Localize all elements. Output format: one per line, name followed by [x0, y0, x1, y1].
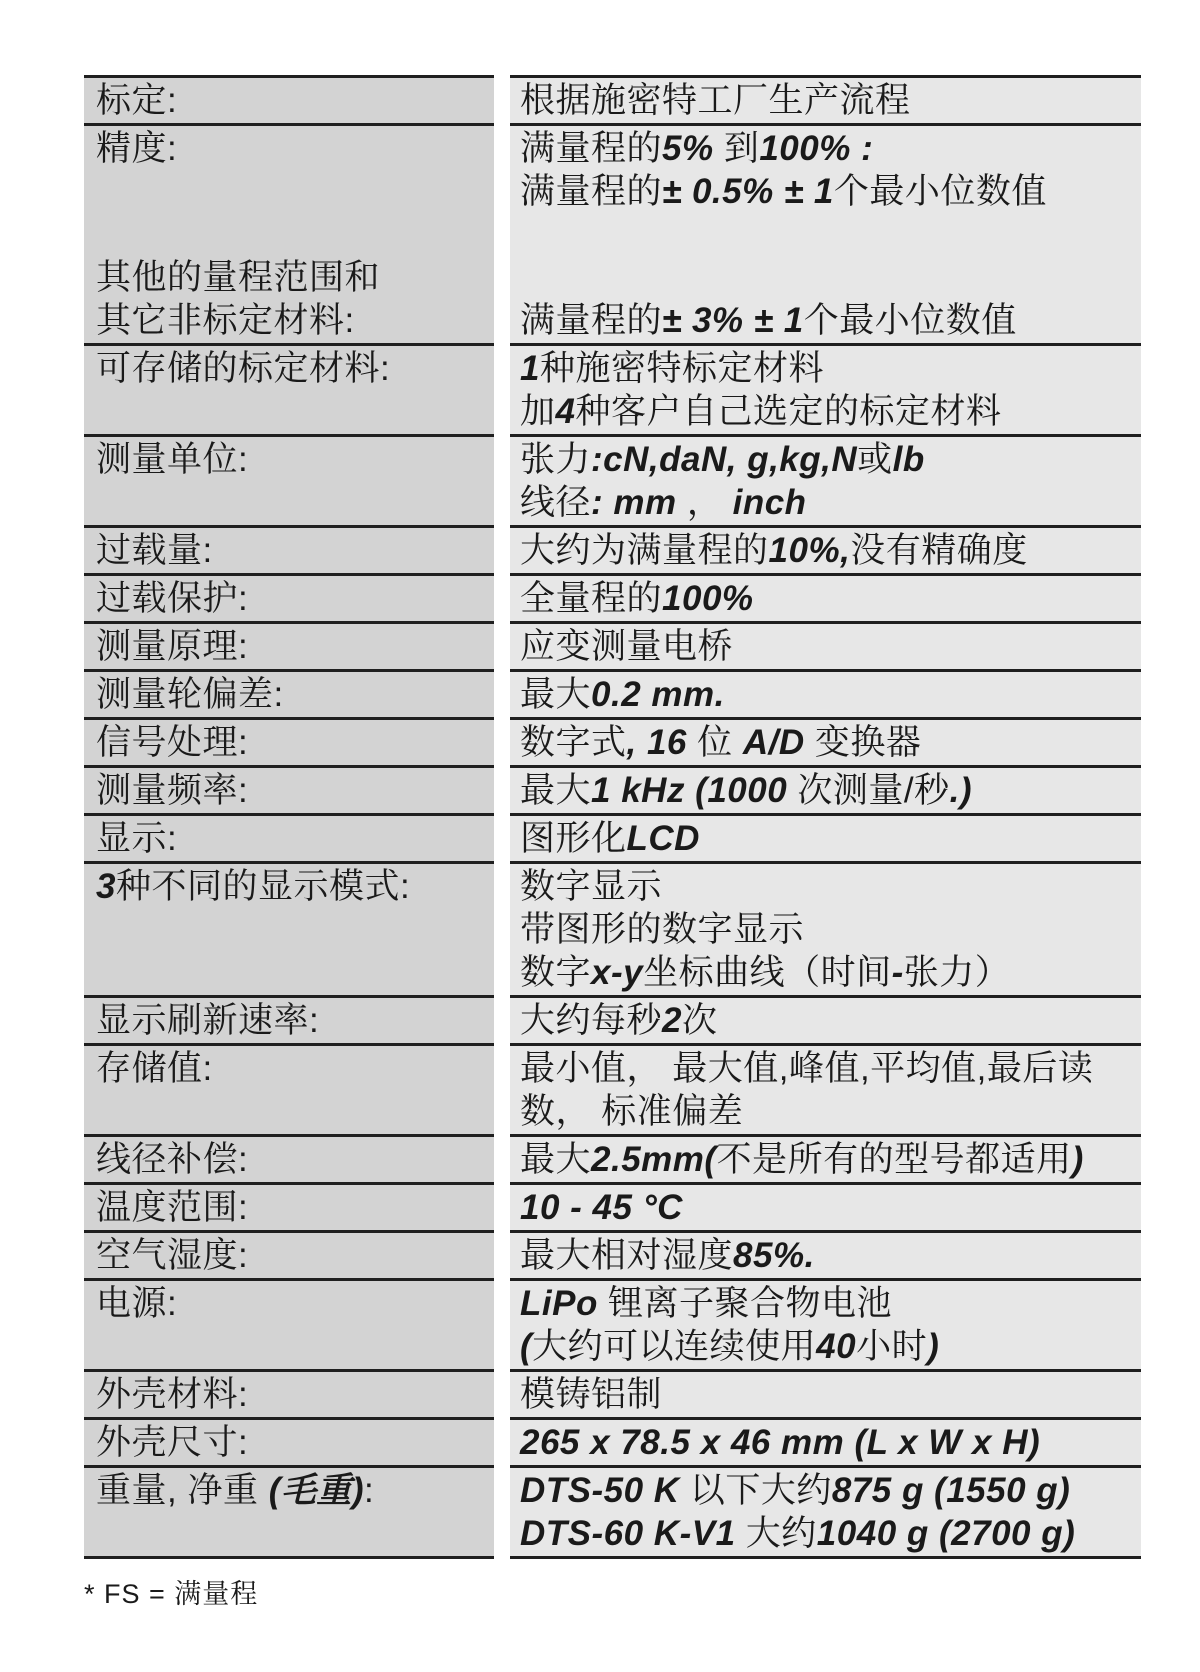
- spec-row: [84, 75, 1141, 123]
- text-line: [96, 817, 486, 860]
- text-line: [520, 1090, 1133, 1133]
- spec-label-cell: [84, 1182, 494, 1230]
- label-segment: (毛重): [268, 1471, 364, 1510]
- spec-row: [84, 717, 1141, 765]
- label-segment: 空气湿度:: [96, 1236, 249, 1275]
- value-segment: LCD: [626, 819, 700, 858]
- spec-label-cell: [84, 621, 494, 669]
- value-segment: 次测量/秒: [787, 771, 950, 810]
- spec-table: [84, 75, 1141, 1559]
- spec-value-cell: [510, 765, 1141, 813]
- value-segment: 以下大约: [679, 1471, 832, 1510]
- text-line: [520, 438, 1133, 481]
- spec-value-cell: [510, 573, 1141, 621]
- value-segment: 图形化: [520, 819, 627, 858]
- spec-value-cell: [510, 343, 1141, 434]
- value-segment: 个最小位数值: [833, 172, 1047, 211]
- spec-value-cell: [510, 861, 1141, 995]
- spec-label-cell: [84, 1465, 494, 1559]
- text-line: [520, 1512, 1133, 1555]
- text-line: [520, 999, 1133, 1042]
- label-segment: 测量原理:: [96, 627, 249, 666]
- text-line: [520, 1186, 1133, 1229]
- value-segment: 最小值， 最大值,峰值,平均值,最后读: [520, 1049, 1094, 1088]
- spec-row: [84, 573, 1141, 621]
- label-segment: 外壳尺寸:: [96, 1423, 249, 1462]
- spec-value-cell: [510, 1417, 1141, 1465]
- value-segment: 大约可以连续使用: [532, 1327, 817, 1366]
- spec-label-cell: [84, 1369, 494, 1417]
- spec-value-cell: [510, 1369, 1141, 1417]
- spec-label-cell: [84, 123, 494, 343]
- value-segment: (: [520, 1327, 533, 1366]
- value-segment: ± 0.5%: [662, 172, 774, 211]
- value-segment: 满量程的: [520, 129, 663, 168]
- text-line: [96, 1138, 486, 1181]
- value-segment: 10 - 45 °C: [520, 1188, 683, 1227]
- text-line: [520, 721, 1133, 764]
- value-segment: 最大: [520, 1140, 592, 1179]
- value-segment: 1 kHz (1000: [591, 771, 788, 810]
- text-line: [520, 390, 1133, 433]
- spec-value-cell: [510, 1278, 1141, 1369]
- text-line: [520, 1373, 1133, 1416]
- text-line: [96, 213, 486, 256]
- label-segment: 过载保护:: [96, 579, 249, 618]
- value-segment: :cN,daN, g,kg,N: [591, 440, 858, 479]
- value-segment: 875 g (1550 g): [831, 1471, 1071, 1510]
- value-segment: DTS-60 K-V1: [520, 1514, 736, 1553]
- spec-label-cell: [84, 669, 494, 717]
- text-line: [520, 817, 1133, 860]
- label-segment: 电源:: [96, 1284, 178, 1323]
- value-segment: 到: [713, 129, 760, 168]
- value-segment: 应变测量电桥: [520, 627, 734, 666]
- label-segment: 温度范围:: [96, 1188, 249, 1227]
- label-segment: 存储值:: [96, 1049, 213, 1088]
- text-line: [96, 1421, 486, 1464]
- value-segment: ): [1071, 1140, 1084, 1179]
- spec-label-cell: [84, 861, 494, 995]
- value-segment: 数字式: [520, 723, 627, 762]
- value-segment: 变换器: [804, 723, 922, 762]
- value-segment: 数字显示: [520, 867, 663, 906]
- text-line: [520, 1469, 1133, 1512]
- label-segment: :: [364, 1471, 375, 1510]
- text-line: [96, 673, 486, 716]
- spec-label-cell: [84, 717, 494, 765]
- value-segment: 1040 g (2700 g): [816, 1514, 1076, 1553]
- value-segment: 或: [857, 440, 893, 479]
- text-line: [520, 769, 1133, 812]
- value-segment: 根据施密特工厂生产流程: [520, 81, 911, 120]
- spec-row: [84, 1369, 1141, 1417]
- text-line: [520, 625, 1133, 668]
- spec-value-cell: [510, 75, 1141, 123]
- text-line: [520, 256, 1133, 299]
- text-line: [96, 79, 486, 122]
- text-line: [520, 577, 1133, 620]
- spec-label-cell: [84, 765, 494, 813]
- text-line: [96, 1282, 486, 1325]
- text-line: [520, 170, 1133, 213]
- spec-value-cell: [510, 995, 1141, 1043]
- text-line: [520, 865, 1133, 908]
- value-segment: ± 3%: [662, 301, 744, 340]
- text-line: [520, 951, 1133, 994]
- text-line: [96, 865, 486, 908]
- spec-label-cell: [84, 1230, 494, 1278]
- value-segment: 带图形的数字显示: [520, 910, 805, 949]
- spec-value-cell: [510, 434, 1141, 525]
- value-segment: 100%: [662, 579, 754, 618]
- label-segment: 显示刷新速率:: [96, 1001, 320, 1040]
- spec-label-cell: [84, 1417, 494, 1465]
- value-segment: ± 1: [783, 172, 834, 211]
- label-segment: 其它非标定材料:: [96, 301, 355, 340]
- value-segment: 不是所有的型号都适用: [716, 1140, 1072, 1179]
- spec-row: [84, 525, 1141, 573]
- value-segment: [744, 301, 754, 340]
- value-segment: 加: [520, 392, 556, 431]
- spec-row: [84, 434, 1141, 525]
- spec-value-cell: [510, 1043, 1141, 1134]
- value-segment: ，: [676, 483, 733, 522]
- spec-value-cell: [510, 813, 1141, 861]
- spec-row: [84, 343, 1141, 434]
- spec-label-cell: [84, 75, 494, 123]
- spec-value-cell: [510, 1465, 1141, 1559]
- text-line: [520, 127, 1133, 170]
- label-segment: 可存储的标定材料:: [96, 349, 391, 388]
- spec-value-cell: [510, 1230, 1141, 1278]
- spec-row: [84, 1182, 1141, 1230]
- label-segment: 测量频率:: [96, 771, 249, 810]
- value-segment: 1: [520, 349, 540, 388]
- spec-row: [84, 861, 1141, 995]
- spec-label-cell: [84, 1043, 494, 1134]
- label-segment: 标定:: [96, 81, 178, 120]
- label-segment: 线径补偿:: [96, 1140, 249, 1179]
- text-line: [520, 1421, 1133, 1464]
- value-segment: 最大: [520, 675, 592, 714]
- value-segment: LiPo: [520, 1284, 598, 1323]
- spec-value-cell: [510, 717, 1141, 765]
- value-segment: 种施密特标定材料: [539, 349, 824, 388]
- value-segment: [774, 172, 784, 211]
- spec-row: [84, 995, 1141, 1043]
- text-line: [520, 1282, 1133, 1325]
- spec-value-cell: [510, 1182, 1141, 1230]
- value-segment: 种客户自己选定的标定材料: [575, 392, 1002, 431]
- value-segment: , 16: [626, 723, 687, 762]
- value-segment: 最大相对湿度: [520, 1236, 734, 1275]
- spec-row: [84, 621, 1141, 669]
- value-segment: ± 1: [753, 301, 804, 340]
- text-line: [520, 347, 1133, 390]
- value-segment: 模铸铝制: [520, 1375, 663, 1414]
- label-segment: 3: [96, 867, 116, 906]
- value-segment: 5%: [662, 129, 714, 168]
- value-segment: 265 x 78.5 x 46 mm (L x W x H): [520, 1423, 1041, 1462]
- spec-label-cell: [84, 1134, 494, 1182]
- value-segment: 满量程的: [520, 301, 663, 340]
- spec-value-cell: [510, 123, 1141, 343]
- text-line: [520, 1234, 1133, 1277]
- value-segment: 满量程的: [520, 172, 663, 211]
- footnote: * FS = 满量程: [84, 1579, 259, 1609]
- text-line: [96, 1373, 486, 1416]
- value-segment: 85%.: [733, 1236, 815, 1275]
- text-line: [96, 577, 486, 620]
- spec-row: [84, 1417, 1141, 1465]
- text-line: [520, 1325, 1133, 1368]
- value-segment: inch: [732, 483, 807, 522]
- spec-row: [84, 765, 1141, 813]
- value-segment: DTS-50 K: [520, 1471, 680, 1510]
- spec-row: [84, 1043, 1141, 1134]
- value-segment: lb: [892, 440, 925, 479]
- label-segment: 信号处理:: [96, 723, 249, 762]
- text-line: [96, 625, 486, 668]
- text-line: [520, 673, 1133, 716]
- label-segment: 种不同的显示模式:: [115, 867, 411, 906]
- value-segment: 全量程的: [520, 579, 663, 618]
- text-line: [96, 1186, 486, 1229]
- value-segment: x-y: [591, 953, 644, 992]
- spec-label-cell: [84, 995, 494, 1043]
- value-segment: 最大: [520, 771, 592, 810]
- value-segment: .): [949, 771, 973, 810]
- spec-row: [84, 1230, 1141, 1278]
- label-segment: 精度:: [96, 129, 178, 168]
- value-segment: 100% :: [759, 129, 874, 168]
- value-segment: : mm: [591, 483, 677, 522]
- value-segment: -: [891, 953, 904, 992]
- text-line: [520, 79, 1133, 122]
- text-line: [96, 721, 486, 764]
- value-segment: 0.2 mm.: [591, 675, 725, 714]
- spec-label-cell: [84, 813, 494, 861]
- label-segment: 重量, 净重: [96, 1471, 269, 1510]
- spec-label-cell: [84, 1278, 494, 1369]
- value-segment: 个最小位数值: [803, 301, 1017, 340]
- value-segment: 坐标曲线（时间: [643, 953, 892, 992]
- value-segment: 锂离子聚合物电池: [597, 1284, 893, 1323]
- value-segment: 2.5mm(: [591, 1140, 717, 1179]
- text-line: [96, 769, 486, 812]
- text-line: [96, 999, 486, 1042]
- spec-row: [84, 813, 1141, 861]
- spec-label-cell: [84, 573, 494, 621]
- text-line: [520, 481, 1133, 524]
- text-line: [520, 529, 1133, 572]
- text-line: [96, 347, 486, 390]
- text-line: [96, 299, 486, 342]
- text-line: [96, 127, 486, 170]
- value-segment: 2: [662, 1001, 682, 1040]
- label-segment: 外壳材料:: [96, 1375, 249, 1414]
- text-line: [96, 170, 486, 213]
- text-line: [96, 529, 486, 572]
- label-segment: 显示:: [96, 819, 178, 858]
- value-segment: 小时: [856, 1327, 928, 1366]
- text-line: [96, 1234, 486, 1277]
- text-line: [96, 1047, 486, 1090]
- spec-label-cell: [84, 343, 494, 434]
- spec-row: [84, 669, 1141, 717]
- spec-value-cell: [510, 1134, 1141, 1182]
- spec-value-cell: [510, 669, 1141, 717]
- text-line: [520, 299, 1133, 342]
- label-segment: 测量单位:: [96, 440, 249, 479]
- spec-row: [84, 1134, 1141, 1182]
- value-segment: 40: [816, 1327, 857, 1366]
- value-segment: 大约为满量程的: [520, 531, 769, 570]
- value-segment: 4: [555, 392, 576, 431]
- value-segment: 线径: [520, 483, 592, 522]
- label-segment: 测量轮偏差:: [96, 675, 284, 714]
- text-line: [96, 438, 486, 481]
- spec-row: [84, 1465, 1141, 1559]
- value-segment: A/D: [742, 723, 805, 762]
- value-segment: 位: [686, 723, 743, 762]
- spec-value-cell: [510, 621, 1141, 669]
- value-segment: 次: [681, 1001, 718, 1040]
- text-line: [96, 256, 486, 299]
- spec-value-cell: [510, 525, 1141, 573]
- value-segment: 大约每秒: [520, 1001, 663, 1040]
- spec-row: [84, 1278, 1141, 1369]
- text-line: [520, 213, 1133, 256]
- value-segment: 没有精确度: [850, 531, 1028, 570]
- spec-row: [84, 123, 1141, 343]
- value-segment: 数， 标准偏差: [520, 1092, 744, 1131]
- value-segment: 大约: [735, 1514, 817, 1553]
- value-segment: 10%,: [768, 531, 851, 570]
- value-segment: 张力: [520, 440, 592, 479]
- text-line: [96, 1469, 486, 1512]
- value-segment: 数字: [520, 953, 592, 992]
- value-segment: ): [927, 1327, 940, 1366]
- label-segment: 过载量:: [96, 531, 213, 570]
- text-line: [520, 908, 1133, 951]
- text-line: [520, 1138, 1133, 1181]
- value-segment: 张力）: [903, 953, 1011, 992]
- spec-label-cell: [84, 434, 494, 525]
- spec-label-cell: [84, 525, 494, 573]
- label-segment: 其他的量程范围和: [96, 258, 381, 297]
- text-line: [520, 1047, 1133, 1090]
